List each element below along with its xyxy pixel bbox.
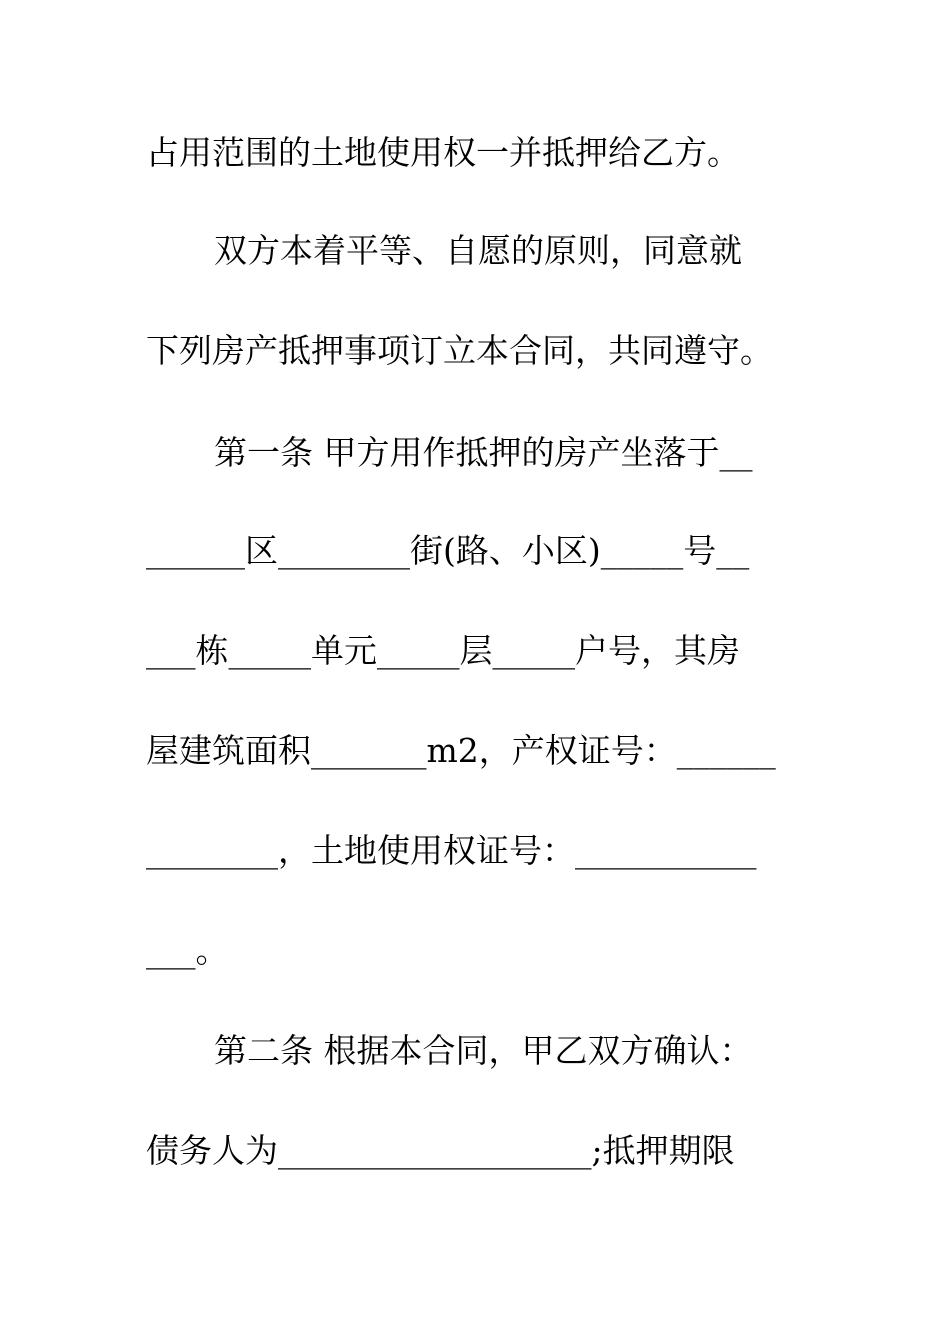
address-fill-line: ___栋_____单元_____层_____户号，其房 xyxy=(146,631,740,670)
text-line: 下列房产抵押事项订立本合同，共同遵守。 xyxy=(146,331,773,370)
land-certificate-line: ________，土地使用权证号：___________ xyxy=(146,831,757,870)
text-line: ___。 xyxy=(146,931,229,970)
address-fill-line: ______区________街(路、小区)_____号__ xyxy=(146,531,750,570)
area-certificate-line: 屋建筑面积_______m2，产权证号：______ xyxy=(146,731,776,770)
debtor-term-line: 债务人为___________________;抵押期限 xyxy=(146,1131,735,1170)
article-1-heading-line: 第一条 甲方用作抵押的房产坐落于__ xyxy=(214,433,753,472)
text-line: 占用范围的土地使用权一并抵押给乙方。 xyxy=(146,133,740,172)
article-2-heading-line: 第二条 根据本合同，甲乙双方确认： xyxy=(214,1031,753,1070)
paragraph-line: 双方本着平等、自愿的原则，同意就 xyxy=(214,231,742,270)
